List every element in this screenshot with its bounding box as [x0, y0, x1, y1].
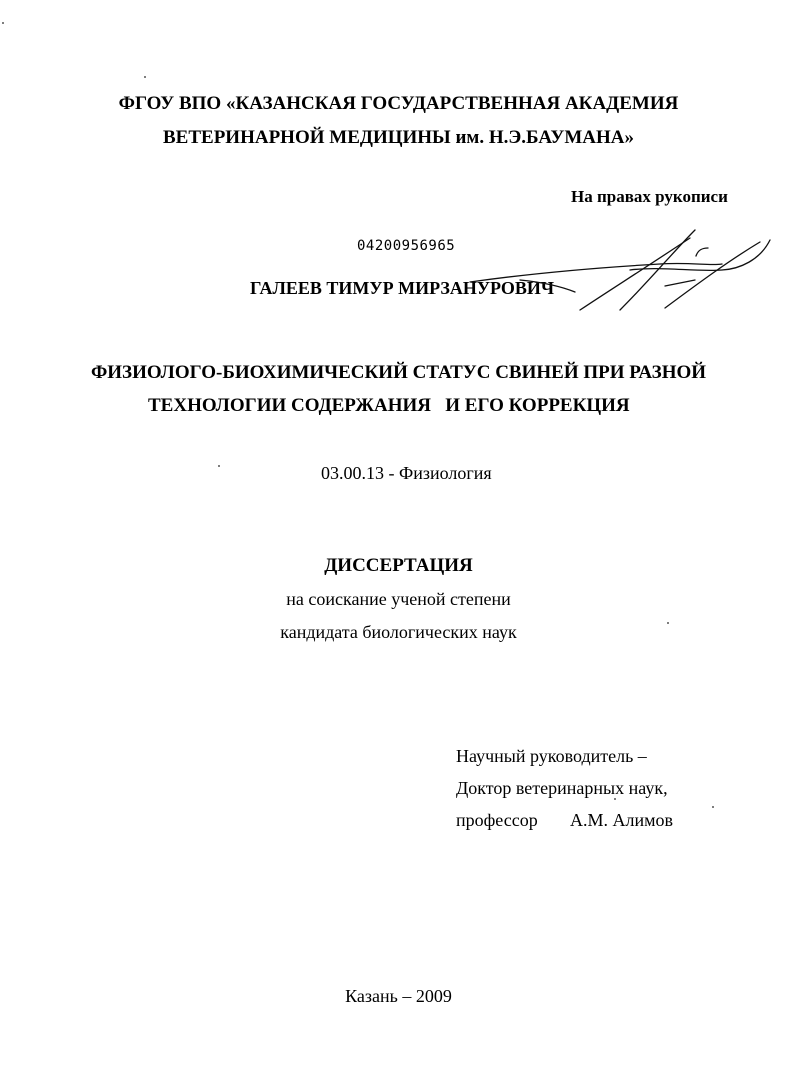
author-name: ГАЛЕЕВ ТИМУР МИРЗАНУРОВИЧ — [250, 278, 555, 298]
supervisor-role: Научный руководитель – — [456, 746, 647, 766]
document-type: ДИССЕРТАЦИЯ — [324, 555, 473, 576]
signature-icon — [460, 220, 780, 320]
specialty-code: 03.00.13 - Физиология — [321, 463, 492, 483]
thesis-title-line-1: ФИЗИОЛОГО-БИОХИМИЧЕСКИЙ СТАТУС СВИНЕЙ ПРИ РАЗНОЙ — [90, 362, 707, 383]
manuscript-note: На правах рукописи — [571, 187, 728, 206]
scan-speck — [667, 622, 669, 624]
degree-purpose-line-2: кандидата биологических наук — [280, 622, 517, 642]
institution-line-2: ВЕТЕРИНАРНОЙ МЕДИЦИНЫ им. Н.Э.БАУМАНА» — [163, 127, 634, 148]
supervisor-title: профессор — [456, 810, 538, 830]
scan-speck — [2, 22, 4, 24]
place-and-year: Казань – 2009 — [345, 986, 452, 1006]
scan-speck — [712, 806, 714, 808]
supervisor-degree: Доктор ветеринарных наук, — [456, 778, 668, 798]
scan-speck — [614, 798, 616, 800]
catalog-number: 04200956965 — [357, 238, 456, 254]
scan-speck — [144, 76, 146, 78]
thesis-title-line-2: ТЕХНОЛОГИИ СОДЕРЖАНИЯ И ЕГО КОРРЕКЦИЯ — [148, 395, 630, 416]
degree-purpose-line-1: на соискание ученой степени — [286, 589, 511, 609]
scan-speck — [218, 465, 220, 467]
institution-line-1: ФГОУ ВПО «КАЗАНСКАЯ ГОСУДАРСТВЕННАЯ АКАДЕМИЯ — [118, 93, 679, 114]
supervisor-name: А.М. Алимов — [570, 810, 674, 830]
